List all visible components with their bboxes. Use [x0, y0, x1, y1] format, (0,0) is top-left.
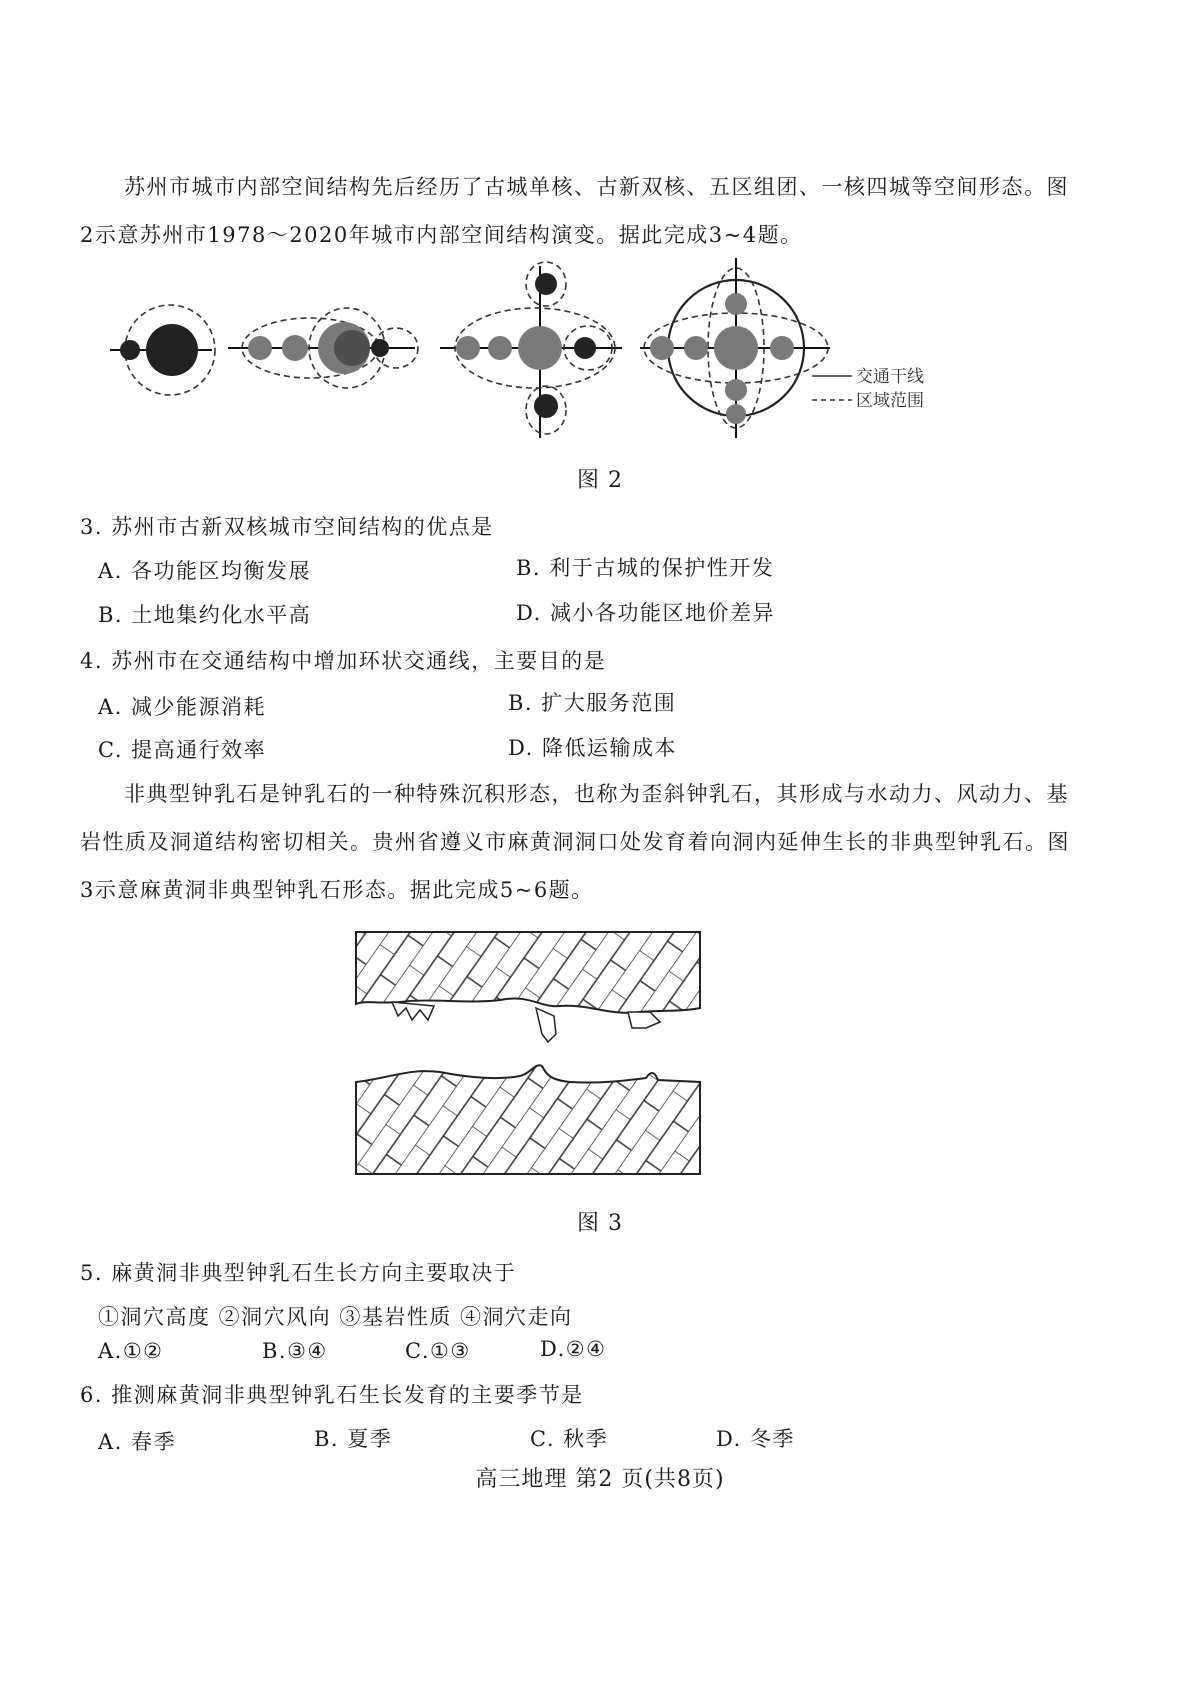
intro-paragraph-fig2: 苏州市城市内部空间结构先后经历了古城单核、古新双核、五区组团、一核四城等空间形态。图2示意苏州市1978～2020年城市内部空间结构演变。据此完成3~4题。 [80, 175, 1069, 247]
legend-traffic-line: 交通干线 [856, 367, 924, 387]
q6-option-a: A. 春季 [98, 1430, 177, 1454]
q3-option-a: A. 各功能区均衡发展 [98, 559, 312, 583]
stage-1-single-core [110, 305, 215, 395]
stage-3-five-district [440, 262, 622, 438]
stage-4-one-core-four-cities [640, 258, 830, 438]
q6-option-c: C. 秋季 [530, 1427, 609, 1451]
intro-paragraph-fig3: 非典型钟乳石是钟乳石的一种特殊沉积形态，也称为歪斜钟乳石，其形成与水动力、风动力、基岩性质及洞道结构密切相关。贵州省遵义市麻黄洞洞口处发育着向洞内延伸生长的非典型钟乳石。图3示意麻黄洞非典型钟乳石形态。据此完成5~6题。 [80, 782, 1070, 902]
q4-option-a: A. 减少能源消耗 [98, 695, 267, 719]
q4-option-b: B. 扩大服务范围 [508, 691, 677, 715]
figure-3-caption: 图 3 [577, 1211, 623, 1236]
figure-2-diagram [100, 238, 1100, 438]
q5-option-a: A.①② [98, 1339, 164, 1363]
q5-option-c: C.①③ [405, 1339, 471, 1363]
q6-option-b: B. 夏季 [314, 1427, 393, 1451]
figure-2-caption: 图 2 [577, 468, 623, 493]
stage-2-dual-core [228, 308, 418, 388]
q6-option-d: D. 冬季 [716, 1427, 795, 1451]
q3-option-b: B. 利于古城的保护性开发 [516, 556, 775, 580]
q5-option-b: B.③④ [262, 1339, 328, 1363]
q5-option-d: D.②④ [540, 1337, 607, 1361]
page-footer: 高三地理 第2 页(共8页) [475, 1467, 725, 1492]
figure-2-legend [812, 367, 924, 411]
q6-stem: 6. 推测麻黄洞非典型钟乳石生长发育的主要季节是 [80, 1383, 584, 1407]
q4-option-c: C. 提高通行效率 [98, 738, 267, 762]
q5-stem: 5. 麻黄洞非典型钟乳石生长方向主要取决于 [80, 1261, 517, 1285]
q3-option-d: D. 减小各功能区地价差异 [516, 601, 775, 625]
q4-stem: 4. 苏州市在交通结构中增加环状交通线，主要目的是 [80, 649, 607, 673]
cave-floor-block [356, 1065, 700, 1174]
cave-ceiling-block [356, 932, 700, 1042]
q3-option-c: B. 土地集约化水平高 [98, 603, 312, 627]
q5-items: ①洞穴高度 ②洞穴风向 ③基岩性质 ④洞穴走向 [98, 1305, 573, 1329]
figure-3-diagram [350, 924, 710, 1184]
q3-stem: 3. 苏州市古新双核城市空间结构的优点是 [80, 515, 494, 539]
legend-region-range: 区域范围 [856, 391, 924, 411]
q4-option-d: D. 降低运输成本 [508, 736, 677, 760]
